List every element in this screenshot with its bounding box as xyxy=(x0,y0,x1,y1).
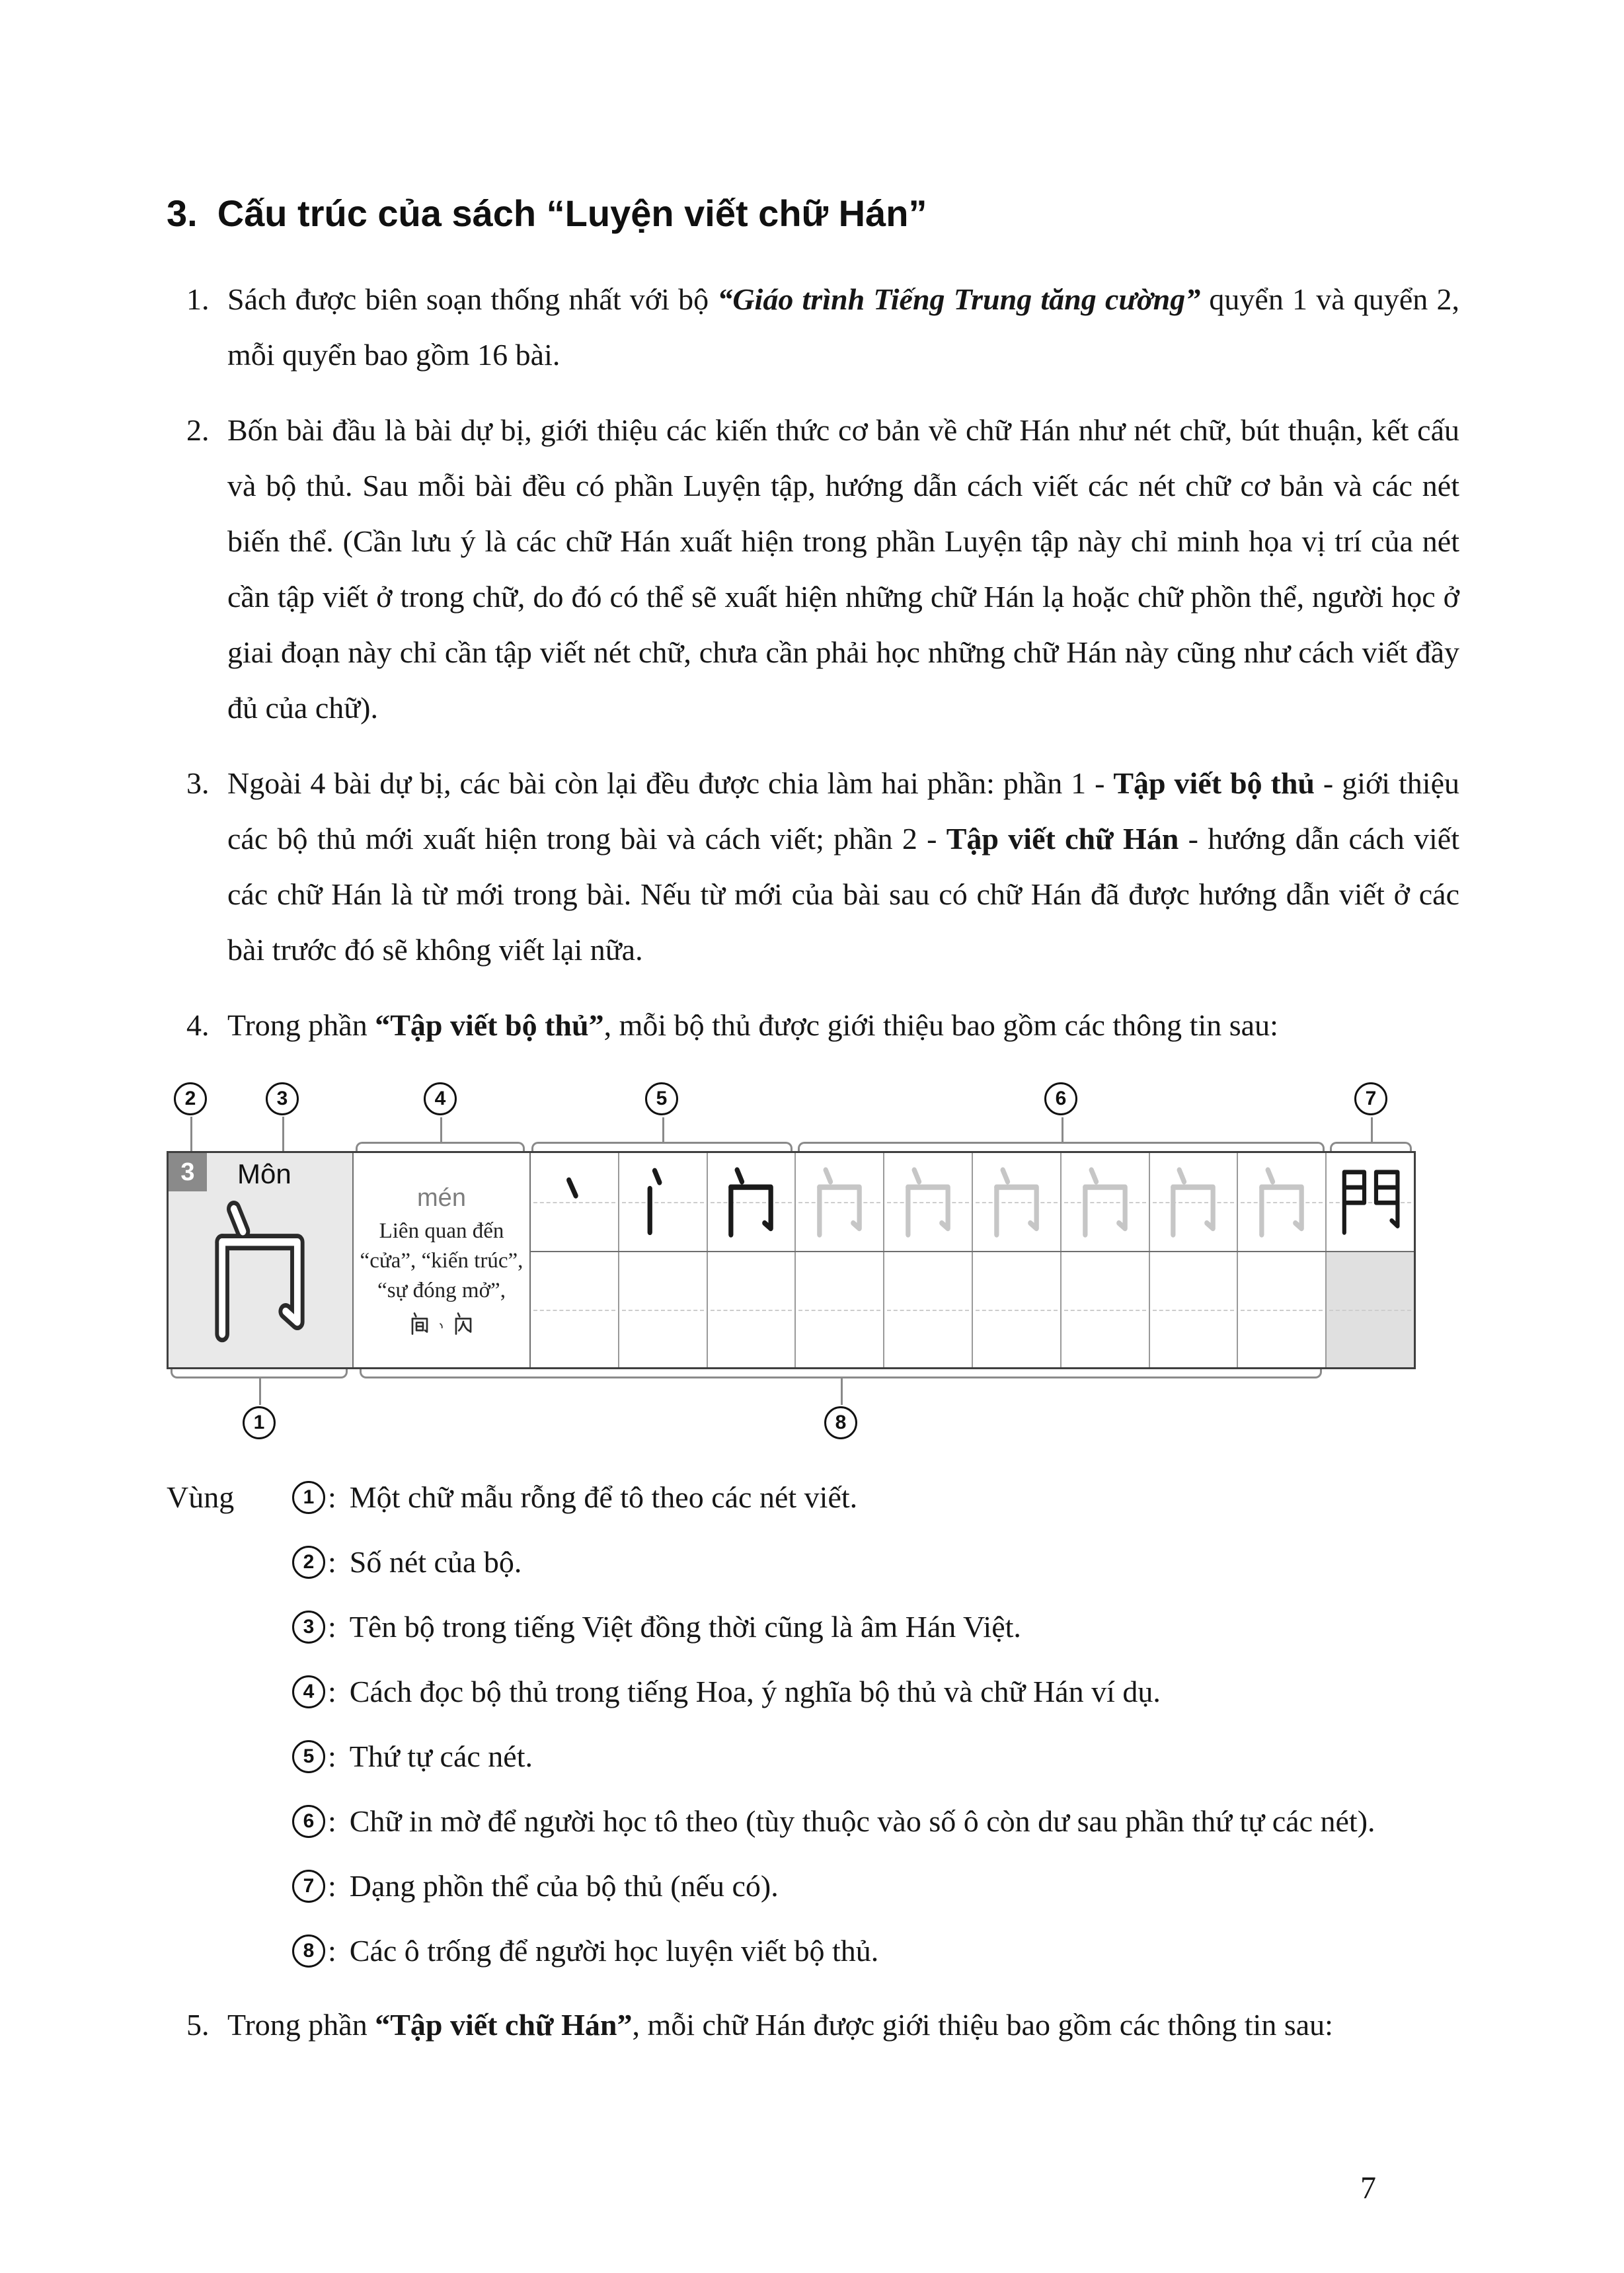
region-number: 5 xyxy=(303,1745,315,1767)
stroke-3-men-icon xyxy=(716,1163,785,1241)
stroke-cell-2 xyxy=(618,1153,707,1251)
ideographic-comma-icon xyxy=(434,1316,449,1336)
list-item-5 xyxy=(167,1997,1459,2053)
callout-3-badge xyxy=(266,1082,299,1115)
page-content xyxy=(167,192,1459,2073)
region-colon: : xyxy=(328,1675,336,1708)
trace-cell[interactable] xyxy=(1237,1153,1325,1251)
section-heading xyxy=(167,192,1459,235)
item-number: 1. xyxy=(186,282,210,316)
callout-number: 5 xyxy=(656,1088,668,1109)
meaning-line-2: “cửa”, “kiến trúc”, xyxy=(360,1249,523,1273)
stroke-count-badge: 3 xyxy=(169,1153,207,1191)
callout-8-bracket xyxy=(360,1369,1322,1378)
callout-3-tick xyxy=(282,1117,284,1151)
faded-men-icon xyxy=(894,1163,962,1241)
region-number: 7 xyxy=(303,1875,315,1897)
region-number: 6 xyxy=(303,1810,315,1832)
region-text: Một chữ mẫu rỗng để tô theo các nét viết. xyxy=(349,1480,858,1514)
item-number: 5. xyxy=(186,2008,210,2042)
practice-cells xyxy=(531,1153,1414,1367)
callout-6-badge xyxy=(1044,1082,1077,1115)
trace-cell[interactable] xyxy=(794,1153,883,1251)
callout-2-tick xyxy=(190,1117,192,1151)
region-item-7 xyxy=(167,1868,1459,1905)
region-4-badge xyxy=(292,1675,325,1708)
diagram-callouts-bottom xyxy=(167,1369,1416,1443)
callout-6-bracket xyxy=(798,1142,1325,1151)
faded-men-icon xyxy=(805,1163,874,1241)
item-text: Bốn bài đầu là bài dự bị, giới thiệu các kiến thức cơ bản về chữ Hán như nét chữ, bút thuận, kết cấu và bộ thủ. Sau mỗi bài đều có phần Luyện tập, hướng dẫn cách viết các nét chữ cơ bản và các nét biến thể. (Cần lưu ý là các chữ Hán xuất hiện trong phần Luyện tập này chỉ minh họa vị trí của nét cần tập viết ở trong chữ, do đó có thể sẽ xuất hiện những chữ Hán lạ hoặc chữ phồn thể, người học ở giai đoạn này chỉ cần tập viết nét chữ, chưa cần phải học những chữ Hán này cũng như cách viết đầy đủ của chữ). xyxy=(227,413,1459,725)
stroke-order-row xyxy=(531,1153,1414,1251)
callout-7-badge xyxy=(1354,1082,1387,1115)
regions-label: Vùng xyxy=(167,1480,235,1514)
region-text: Chữ in mờ để người học tô theo (tùy thuộc vào số ô còn dư sau phần thứ tự các nét). xyxy=(349,1804,1375,1838)
example-char-jian-icon xyxy=(407,1311,432,1336)
meaning-line-1: Liên quan đến xyxy=(379,1219,504,1243)
region-item-1 xyxy=(167,1479,1459,1516)
region-item-6 xyxy=(167,1803,1459,1840)
faded-men-icon xyxy=(982,1163,1051,1241)
callout-1-badge xyxy=(243,1406,276,1439)
region-item-3 xyxy=(167,1609,1459,1646)
item-number: 2. xyxy=(186,413,210,447)
blank-practice-cell[interactable] xyxy=(1237,1252,1325,1367)
stroke-2-dot-vertical-icon xyxy=(629,1163,697,1241)
stroke-cell-1 xyxy=(531,1153,618,1251)
region-colon: : xyxy=(328,1480,336,1514)
trace-cell[interactable] xyxy=(1060,1153,1149,1251)
radical-name-label: Môn xyxy=(237,1158,291,1189)
region-number: 8 xyxy=(303,1940,315,1962)
callout-number: 2 xyxy=(184,1088,196,1109)
faded-men-icon xyxy=(1071,1163,1140,1241)
radical-sample-column xyxy=(169,1153,354,1367)
trace-cell[interactable] xyxy=(1149,1153,1237,1251)
stroke-cell-3 xyxy=(707,1153,795,1251)
blank-practice-cell[interactable] xyxy=(707,1252,795,1367)
region-text: Dạng phồn thể của bộ thủ (nếu có). xyxy=(349,1869,779,1903)
callout-5-badge xyxy=(645,1082,678,1115)
region-text: Các ô trống để người học luyện viết bộ thủ. xyxy=(349,1934,879,1968)
region-number: 4 xyxy=(303,1681,315,1702)
region-colon: : xyxy=(328,1610,336,1644)
faded-men-icon xyxy=(1159,1163,1227,1241)
callout-7-bracket xyxy=(1330,1142,1412,1151)
diagram-callouts-top xyxy=(167,1082,1416,1151)
region-7-badge xyxy=(292,1870,325,1903)
men-outline-icon xyxy=(195,1195,325,1346)
callout-8-badge xyxy=(824,1406,857,1439)
meaning-line-3: “sự đóng mở”, xyxy=(377,1279,506,1302)
callout-4-badge xyxy=(424,1082,457,1115)
region-colon: : xyxy=(328,1869,336,1903)
region-colon: : xyxy=(328,1739,336,1773)
page-number: 7 xyxy=(1360,2171,1376,2206)
callout-2-badge xyxy=(174,1082,207,1115)
callout-number: 6 xyxy=(1055,1088,1067,1109)
callout-1-bracket xyxy=(171,1369,348,1378)
blank-practice-row xyxy=(531,1251,1414,1367)
region-number: 1 xyxy=(303,1486,315,1508)
shaded-cell xyxy=(1325,1252,1414,1367)
trace-cell[interactable] xyxy=(972,1153,1060,1251)
list-item-2 xyxy=(167,403,1459,736)
blank-practice-cell[interactable] xyxy=(883,1252,972,1367)
blank-practice-cell[interactable] xyxy=(531,1252,618,1367)
callout-number: 7 xyxy=(1365,1088,1377,1109)
region-2-badge xyxy=(292,1546,325,1579)
item-text: Ngoài 4 bài dự bị, các bài còn lại đều được chia làm hai phần: phần 1 - Tập viết bộ thủ - giới thiệu các bộ thủ mới xuất hiện trong bài và cách viết; phần 2 - Tập viết chữ Hán - hướng dẫn cách viết các chữ Hán là từ mới trong bài. Nếu từ mới của bài sau có chữ Hán đã được hướng dẫn viết ở các bài trước đó sẽ không viết lại nữa. xyxy=(227,766,1459,967)
item-number: 4. xyxy=(186,1008,210,1042)
callout-4-bracket xyxy=(356,1142,525,1151)
region-item-4 xyxy=(167,1673,1459,1710)
item-text: Trong phần “Tập viết bộ thủ”, mỗi bộ thủ được giới thiệu bao gồm các thông tin sau: xyxy=(227,1008,1278,1042)
region-number: 3 xyxy=(303,1616,315,1638)
radical-diagram xyxy=(167,1082,1416,1443)
region-6-badge xyxy=(292,1805,325,1838)
radical-outline-char xyxy=(195,1195,325,1346)
region-text: Tên bộ trong tiếng Việt đồng thời cũng là âm Hán Việt. xyxy=(349,1610,1021,1644)
region-text: Số nét của bộ. xyxy=(349,1545,522,1579)
radical-practice-grid xyxy=(167,1151,1416,1369)
example-characters xyxy=(407,1310,476,1336)
blank-practice-cell[interactable] xyxy=(794,1252,883,1367)
section-title: Cấu trúc của sách “Luyện viết chữ Hán” xyxy=(217,192,927,234)
stroke-1-dot-icon xyxy=(540,1163,609,1241)
region-1-badge xyxy=(292,1481,325,1514)
list-item-3 xyxy=(167,756,1459,978)
region-3-badge xyxy=(292,1611,325,1644)
pinyin-label: mén xyxy=(417,1184,466,1212)
traditional-form-cell xyxy=(1325,1153,1414,1251)
blank-practice-cell[interactable] xyxy=(1060,1252,1149,1367)
region-explanations xyxy=(167,1479,1459,1970)
callout-number: 4 xyxy=(434,1088,446,1109)
region-item-8 xyxy=(167,1933,1459,1970)
callout-5-bracket xyxy=(531,1142,793,1151)
region-8-badge xyxy=(292,1934,325,1968)
item-number: 3. xyxy=(186,766,210,800)
trace-cell[interactable] xyxy=(883,1153,972,1251)
callout-number: 8 xyxy=(835,1412,847,1433)
region-5-badge xyxy=(292,1740,325,1773)
region-text: Thứ tự các nét. xyxy=(349,1739,533,1773)
blank-practice-cell[interactable] xyxy=(618,1252,707,1367)
region-colon: : xyxy=(328,1545,336,1579)
list-item-1 xyxy=(167,272,1459,383)
region-colon: : xyxy=(328,1934,336,1968)
region-item-2 xyxy=(167,1544,1459,1581)
blank-practice-cell[interactable] xyxy=(972,1252,1060,1367)
section-number: 3. xyxy=(167,192,198,234)
radical-info-column xyxy=(354,1153,531,1367)
item-text: Trong phần “Tập viết chữ Hán”, mỗi chữ Hán được giới thiệu bao gồm các thông tin sau: xyxy=(227,2008,1333,2042)
item-text: Sách được biên soạn thống nhất với bộ “Giáo trình Tiếng Trung tăng cường” quyển 1 và quyển 2, mỗi quyển bao gồm 16 bài. xyxy=(227,282,1459,372)
example-char-shan-icon xyxy=(451,1311,476,1336)
callout-number: 3 xyxy=(276,1088,288,1109)
region-text: Cách đọc bộ thủ trong tiếng Hoa, ý nghĩa bộ thủ và chữ Hán ví dụ. xyxy=(349,1675,1161,1708)
list-item-4 xyxy=(167,998,1459,1053)
blank-practice-cell[interactable] xyxy=(1149,1252,1237,1367)
men-traditional-icon xyxy=(1333,1162,1407,1242)
callout-number: 1 xyxy=(253,1412,265,1433)
region-colon: : xyxy=(328,1804,336,1838)
faded-men-icon xyxy=(1247,1163,1316,1241)
region-number: 2 xyxy=(303,1551,315,1573)
region-item-5 xyxy=(167,1738,1459,1775)
